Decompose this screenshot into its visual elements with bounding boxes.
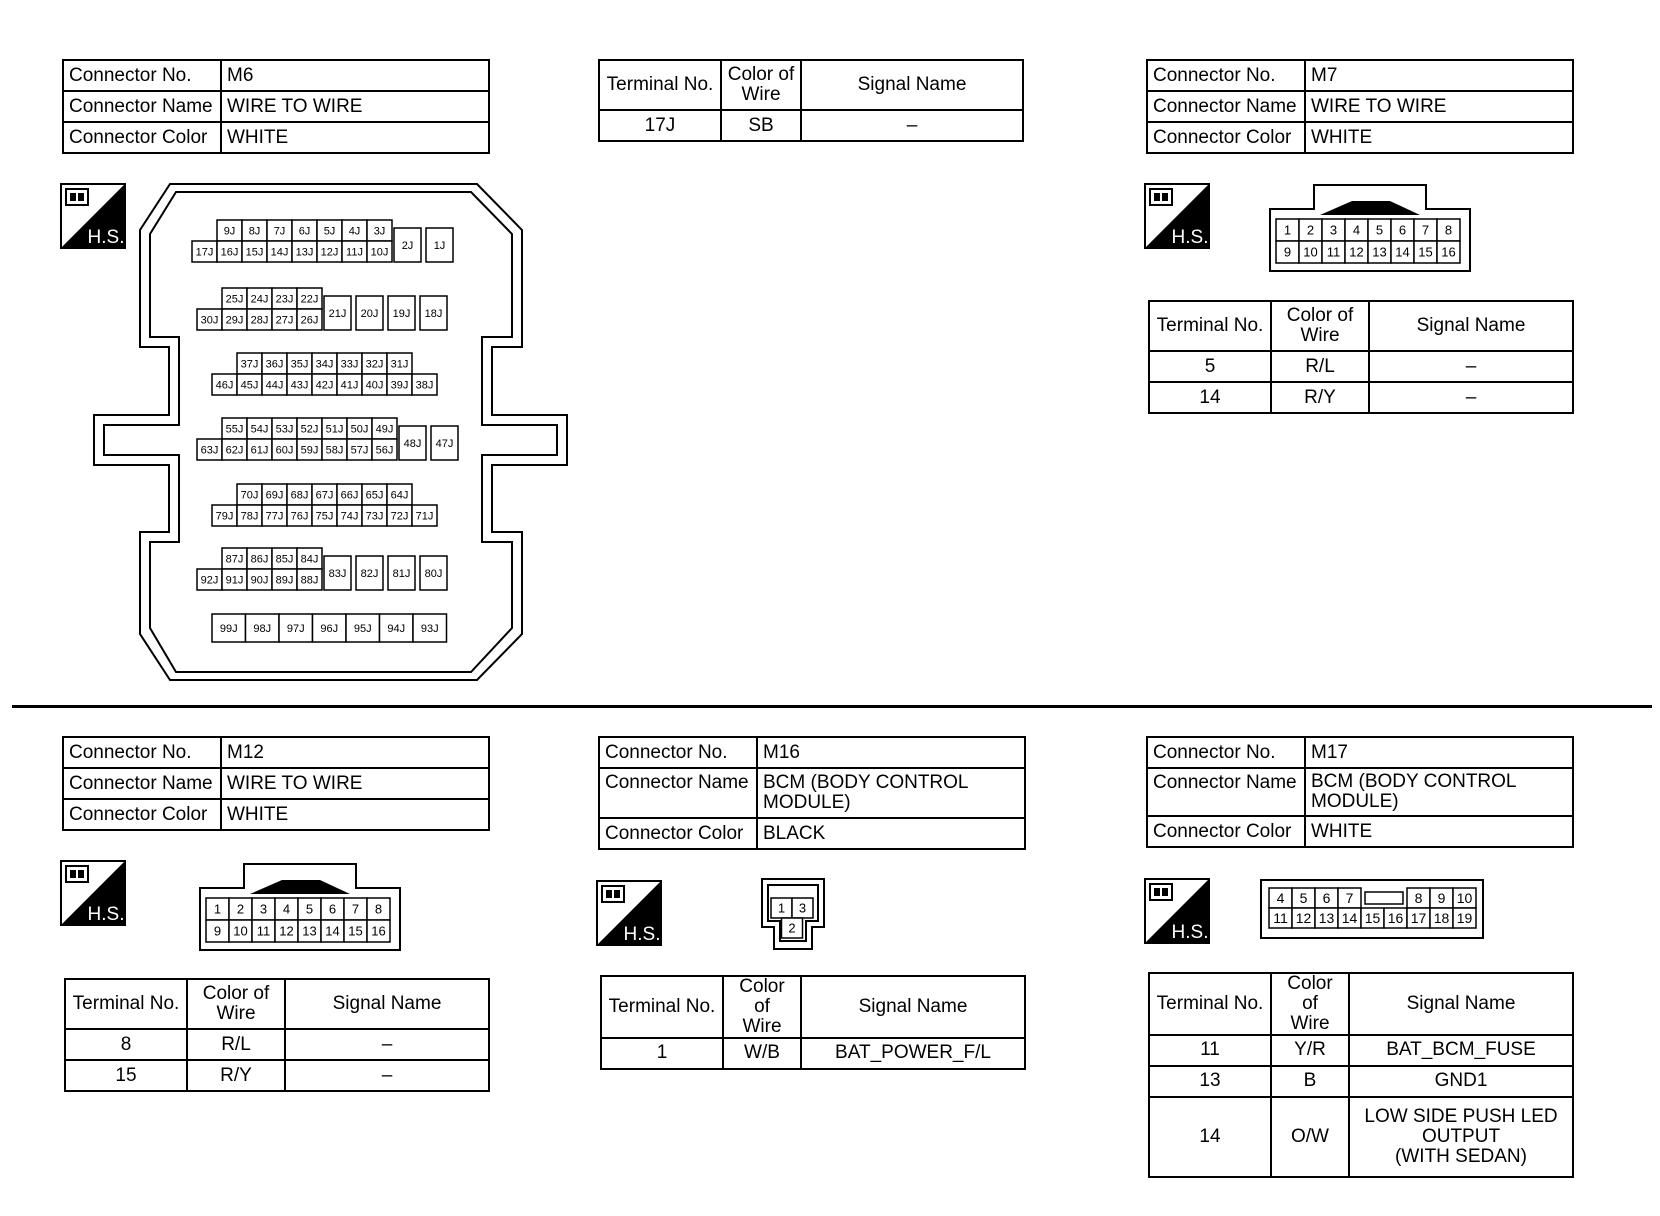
pin-label: 31J bbox=[390, 358, 409, 371]
pin-label: 12 bbox=[1349, 244, 1364, 260]
pin-label: 25J bbox=[225, 293, 244, 306]
pin-label: 94J bbox=[387, 622, 406, 635]
pin-label: 5J bbox=[323, 225, 336, 238]
pin-label: 3J bbox=[373, 225, 386, 238]
pin-label: 60J bbox=[275, 444, 294, 457]
pin-label: 6 bbox=[1398, 222, 1407, 238]
table-row: 13 B GND1 bbox=[1149, 1066, 1573, 1097]
pin-label: 36J bbox=[265, 358, 284, 371]
pin-label: 80J bbox=[424, 567, 443, 580]
pin-label: 9 bbox=[1283, 244, 1292, 260]
pin-label: 73J bbox=[365, 510, 384, 523]
key-slot bbox=[1365, 892, 1403, 904]
m16-connector-no: M16 bbox=[757, 737, 1025, 768]
svg-text:H.S.: H.S. bbox=[623, 924, 661, 945]
pin-label: 48J bbox=[403, 437, 422, 450]
pin-label: 57J bbox=[350, 444, 369, 457]
pin-label: 2 bbox=[236, 901, 245, 917]
m6-terminal-table bbox=[598, 59, 1024, 142]
pin-label: 12J bbox=[320, 246, 339, 259]
pin-label: 16 bbox=[371, 923, 386, 939]
m12-connector-info: Connector No. M12 Connector Name WIRE TO WIRE Connector Color WHITE bbox=[62, 736, 490, 831]
pin-label: 10 bbox=[233, 923, 248, 939]
svg-text:H.S.: H.S. bbox=[1171, 227, 1209, 248]
m7-connector-face bbox=[1268, 183, 1472, 275]
m16-connector-name: BCM (BODY CONTROL MODULE) bbox=[757, 768, 1025, 818]
pin-label: 68J bbox=[290, 489, 309, 502]
pin-label: 79J bbox=[215, 510, 234, 523]
m6-connector-face bbox=[92, 182, 572, 682]
pin-label: 45J bbox=[240, 379, 259, 392]
m7-connector-color: WHITE bbox=[1305, 122, 1573, 153]
table-row: 14 O/W LOW SIDE PUSH LED OUTPUT (WITH SEDAN) bbox=[1149, 1097, 1573, 1177]
pin-label: 59J bbox=[300, 444, 319, 457]
pin-label: 43J bbox=[290, 379, 309, 392]
pin-label: 16 bbox=[1387, 910, 1404, 927]
pin-label: 76J bbox=[290, 510, 309, 523]
pin-label: 35J bbox=[290, 358, 309, 371]
pin-label: 29J bbox=[225, 314, 244, 327]
pin-label: 46J bbox=[215, 379, 234, 392]
label-terminal-no: Terminal No. bbox=[599, 60, 721, 110]
pin-label: 7 bbox=[351, 901, 360, 917]
pin-label: 19J bbox=[392, 307, 411, 320]
pin-label: 9J bbox=[223, 225, 236, 238]
table-row: 14 R/Y – bbox=[1149, 382, 1573, 413]
pin-label: 17 bbox=[1410, 910, 1427, 927]
m6-connector-no: M6 bbox=[221, 60, 489, 91]
pin-label: 47J bbox=[435, 437, 454, 450]
pin-label: 85J bbox=[275, 553, 294, 566]
pin-label: 6 bbox=[1322, 890, 1331, 907]
pin-label: 37J bbox=[240, 358, 259, 371]
pin-label: 93J bbox=[420, 622, 439, 635]
pin-label: 44J bbox=[265, 379, 284, 392]
m17-connector-no: M17 bbox=[1305, 737, 1573, 768]
pin-label: 62J bbox=[225, 444, 244, 457]
pin-label: 88J bbox=[300, 574, 319, 587]
pin-label: 40J bbox=[365, 379, 384, 392]
pin-label: 58J bbox=[325, 444, 344, 457]
pin-label: 1J bbox=[433, 239, 446, 252]
harness-side-icon bbox=[60, 860, 126, 926]
pin-label: 4 bbox=[1352, 222, 1361, 238]
label-connector-color: Connector Color bbox=[63, 122, 221, 153]
pin-label: 5 bbox=[1299, 890, 1308, 907]
pin-label: 9 bbox=[1437, 890, 1446, 907]
pin-label: 3 bbox=[259, 901, 268, 917]
m17-connector-name: BCM (BODY CONTROL MODULE) bbox=[1305, 768, 1573, 816]
pin-label: 10 bbox=[1456, 890, 1473, 907]
pin-label: 5 bbox=[1375, 222, 1384, 238]
pin-label: 21J bbox=[328, 307, 347, 320]
pin-label: 18 bbox=[1433, 910, 1450, 927]
pin-label: 13J bbox=[295, 246, 314, 259]
m12-connector-color: WHITE bbox=[221, 799, 489, 830]
pin-label: 18J bbox=[424, 307, 443, 320]
pin-label: 2J bbox=[401, 239, 414, 252]
m7-connector-info: Connector No. M7 Connector Name WIRE TO WIRE Connector Color WHITE bbox=[1146, 59, 1574, 154]
m12-connector-face bbox=[198, 862, 402, 954]
m12-connector-no: M12 bbox=[221, 737, 489, 768]
m17-connector-color: WHITE bbox=[1305, 816, 1573, 847]
pin-label: 28J bbox=[250, 314, 269, 327]
pin-label: 2 bbox=[788, 920, 796, 936]
pin-label: 86J bbox=[250, 553, 269, 566]
m17-connector-face bbox=[1259, 878, 1485, 940]
pin-label: 77J bbox=[265, 510, 284, 523]
pin-label: 8J bbox=[248, 225, 261, 238]
m16-connector-color: BLACK bbox=[757, 818, 1025, 849]
pin-label: 13 bbox=[1372, 244, 1387, 260]
pin-label: 4 bbox=[282, 901, 291, 917]
pin-label: 22J bbox=[300, 293, 319, 306]
pin-label: 1 bbox=[1283, 222, 1292, 238]
label-signal-name: Signal Name bbox=[801, 60, 1023, 110]
pin-label: 13 bbox=[1318, 910, 1335, 927]
m16-connector-face bbox=[760, 877, 826, 953]
pin-label: 30J bbox=[200, 314, 219, 327]
pin-label: 50J bbox=[350, 423, 369, 436]
table-row: 15 R/Y – bbox=[65, 1060, 489, 1091]
pin-label: 98J bbox=[253, 622, 272, 635]
label-connector-name: Connector Name bbox=[63, 91, 221, 122]
pin-label: 55J bbox=[225, 423, 244, 436]
pin-label: 71J bbox=[415, 510, 434, 523]
pin-label: 39J bbox=[390, 379, 409, 392]
harness-side-icon bbox=[596, 880, 662, 946]
pin-label: 7J bbox=[273, 225, 286, 238]
pin-label: 99J bbox=[219, 622, 238, 635]
pin-label: 64J bbox=[390, 489, 409, 502]
svg-text:H.S.: H.S. bbox=[1171, 922, 1209, 943]
pin-label: 15 bbox=[1364, 910, 1381, 927]
pin-label: 38J bbox=[415, 379, 434, 392]
m6-connector-color: WHITE bbox=[221, 122, 489, 153]
pin-label: 74J bbox=[340, 510, 359, 523]
pin-label: 16 bbox=[1441, 244, 1456, 260]
pin-label: 26J bbox=[300, 314, 319, 327]
pin-label: 14J bbox=[270, 246, 289, 259]
label-connector-no: Connector No. bbox=[63, 60, 221, 91]
pin-label: 10J bbox=[370, 246, 389, 259]
pin-label: 81J bbox=[392, 567, 411, 580]
pin-label: 89J bbox=[275, 574, 294, 587]
label-color-of-wire: Color of Wire bbox=[721, 60, 801, 110]
pin-label: 9 bbox=[213, 923, 222, 939]
pin-label: 7 bbox=[1421, 222, 1430, 238]
pin-label: 24J bbox=[250, 293, 269, 306]
svg-text:H.S.: H.S. bbox=[87, 904, 125, 925]
pin-label: 87J bbox=[225, 553, 244, 566]
pin-label: 13 bbox=[302, 923, 317, 939]
pin-label: 54J bbox=[250, 423, 269, 436]
pin-label: 49J bbox=[375, 423, 394, 436]
pin-label: 12 bbox=[279, 923, 294, 939]
pin-label: 17J bbox=[195, 246, 214, 259]
pin-label: 75J bbox=[315, 510, 334, 523]
pin-label: 3 bbox=[1329, 222, 1338, 238]
pin-label: 34J bbox=[315, 358, 334, 371]
pin-label: 8 bbox=[1444, 222, 1453, 238]
pin-label: 1 bbox=[777, 900, 786, 916]
m7-terminal-table: Terminal No. Color of Wire Signal Name 5 R/L – 14 R/Y – bbox=[1148, 300, 1574, 414]
pin-label: 19 bbox=[1456, 910, 1473, 927]
pin-label: 20J bbox=[360, 307, 379, 320]
m17-terminal-table: Terminal No. Color of Wire Signal Name 11 Y/R BAT_BCM_FUSE 13 B GND1 14 O/W LOW SIDE PUSH LED OUTPUT (WITH SEDAN) bbox=[1148, 972, 1574, 1178]
pin-label: 90J bbox=[250, 574, 269, 587]
hs-label: H.S. bbox=[87, 227, 125, 248]
pin-label: 4J bbox=[348, 225, 361, 238]
pin-label: 83J bbox=[328, 567, 347, 580]
m7-connector-name: WIRE TO WIRE bbox=[1305, 91, 1573, 122]
table-row: 8 R/L – bbox=[65, 1029, 489, 1060]
pin-label: 82J bbox=[360, 567, 379, 580]
pin-label: 16J bbox=[220, 246, 239, 259]
pin-label: 72J bbox=[390, 510, 409, 523]
pin-label: 14 bbox=[325, 923, 340, 939]
pin-label: 70J bbox=[240, 489, 259, 502]
table-row: 17J SB – bbox=[599, 110, 1023, 141]
pin-label: 95J bbox=[353, 622, 372, 635]
pin-label: 14 bbox=[1395, 244, 1410, 260]
pin-label: 12 bbox=[1295, 910, 1312, 927]
m7-connector-no: M7 bbox=[1305, 60, 1573, 91]
pin-label: 11J bbox=[346, 246, 363, 259]
pin-label: 52J bbox=[300, 423, 319, 436]
pin-label: 6J bbox=[298, 225, 311, 238]
harness-side-icon bbox=[1144, 878, 1210, 944]
m16-terminal-table: Terminal No. Color of Wire Signal Name 1 W/B BAT_POWER_F/L bbox=[600, 975, 1026, 1070]
pin-label: 33J bbox=[340, 358, 359, 371]
pin-label: 27J bbox=[275, 314, 294, 327]
pin-label: 11 bbox=[1273, 910, 1288, 927]
table-row: 1 W/B BAT_POWER_F/L bbox=[601, 1038, 1025, 1069]
pin-label: 65J bbox=[365, 489, 384, 502]
pin-label: 23J bbox=[275, 293, 294, 306]
m17-connector-info: Connector No. M17 Connector Name BCM (BODY CONTROL MODULE) Connector Color WHITE bbox=[1146, 736, 1574, 848]
pin-label: 15 bbox=[348, 923, 363, 939]
pin-label: 5 bbox=[305, 901, 314, 917]
pin-label: 42J bbox=[315, 379, 334, 392]
harness-side-icon bbox=[1144, 183, 1210, 249]
pin-label: 8 bbox=[374, 901, 383, 917]
pin-label: 41J bbox=[340, 379, 359, 392]
pin-label: 4 bbox=[1276, 890, 1285, 907]
pin-label: 15 bbox=[1418, 244, 1433, 260]
pin-label: 92J bbox=[200, 574, 219, 587]
pin-label: 61J bbox=[250, 444, 269, 457]
m12-connector-name: WIRE TO WIRE bbox=[221, 768, 489, 799]
pin-label: 7 bbox=[1345, 890, 1354, 907]
pin-label: 96J bbox=[320, 622, 339, 635]
pin-label: 66J bbox=[340, 489, 359, 502]
pin-label: 11 bbox=[1326, 244, 1341, 260]
pin-label: 63J bbox=[200, 444, 219, 457]
pin-label: 97J bbox=[286, 622, 305, 635]
pin-label: 15J bbox=[245, 246, 264, 259]
pin-label: 3 bbox=[798, 900, 807, 916]
pin-label: 14 bbox=[1341, 910, 1358, 927]
pin-label: 11 bbox=[256, 923, 271, 939]
pin-label: 53J bbox=[275, 423, 294, 436]
pin-label: 78J bbox=[240, 510, 259, 523]
table-row: 5 R/L – bbox=[1149, 351, 1573, 382]
pin-label: 84J bbox=[300, 553, 319, 566]
pin-label: 6 bbox=[328, 901, 337, 917]
m6-connector-info bbox=[62, 59, 490, 154]
pin-label: 56J bbox=[375, 444, 394, 457]
m16-connector-info: Connector No. M16 Connector Name BCM (BODY CONTROL MODULE) Connector Color BLACK bbox=[598, 736, 1026, 850]
pin-label: 8 bbox=[1414, 890, 1423, 907]
m6-connector-name: WIRE TO WIRE bbox=[221, 91, 489, 122]
m12-terminal-table: Terminal No. Color of Wire Signal Name 8 R/L – 15 R/Y – bbox=[64, 978, 490, 1092]
pin-label: 91J bbox=[225, 574, 244, 587]
pin-label: 69J bbox=[265, 489, 284, 502]
pin-label: 2 bbox=[1306, 222, 1315, 238]
pin-label: 67J bbox=[315, 489, 334, 502]
pin-label: 1 bbox=[213, 901, 222, 917]
section-divider bbox=[12, 705, 1652, 708]
pin-label: 51J bbox=[325, 423, 344, 436]
table-row: 11 Y/R BAT_BCM_FUSE bbox=[1149, 1035, 1573, 1066]
pin-label: 10 bbox=[1303, 244, 1318, 260]
pin-label: 32J bbox=[365, 358, 384, 371]
